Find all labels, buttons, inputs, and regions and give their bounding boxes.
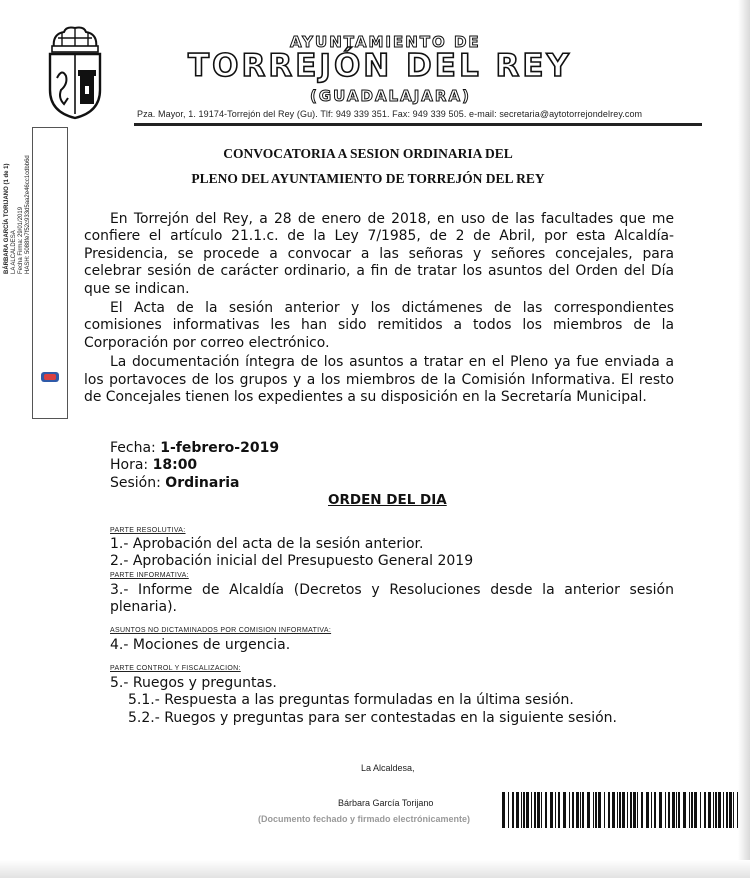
- barcode-icon: [500, 792, 750, 828]
- header-town-name: TORREJÓN DEL REY: [188, 48, 572, 84]
- signature-stamp-text: [4, 14, 32, 274]
- agenda-item: 1.- Aprobación del acta de la sesión anterior.: [110, 536, 424, 552]
- header-province: (GUADALAJARA): [310, 87, 471, 105]
- entity-logo-icon: [41, 371, 59, 383]
- meeting-session-value: Ordinaria: [165, 475, 240, 491]
- section-label: PARTE RESOLUTIVA:: [110, 527, 186, 534]
- header-address: Pza. Mayor, 1. 19174-Torrejón del Rey (Gu). Tlf: 949 339 351. Fax: 949 339 505. e-mail: secretaria@aytotorrejondelrey.com: [137, 109, 643, 119]
- coat-of-arms-icon: [44, 26, 106, 120]
- page-edge-shadow: [738, 0, 750, 878]
- agenda-heading: ORDEN DEL DIA: [328, 492, 447, 508]
- meeting-time-label: Hora:: [110, 457, 153, 473]
- document-title-line1: CONVOCATORIA A SESION ORDINARIA DEL: [223, 146, 513, 161]
- stamp-role: LA ALCALDESA: [11, 230, 17, 274]
- stamp-signer: BÁRBARA GARCÍA TORIJANO (1 de 1): [4, 163, 10, 274]
- meeting-date-label: Fecha:: [110, 440, 161, 456]
- stamp-hash: HASH: 5088fe7f52c933d5aa2e46cc1cdbb6d: [25, 155, 31, 274]
- document-title-line2: PLENO DEL AYUNTAMIENTO DE TORREJÓN DEL REY: [191, 171, 545, 186]
- agenda-item: 5.- Ruegos y preguntas.: [110, 675, 277, 691]
- paragraph: En Torrejón del Rey, a 28 de enero de 2018, en uso de las facultades que me confiere el artículo 21.1.c. de la Ley 7/1985, de 2 de Abril, por esta Alcaldía-Presidencia, se procede a convocar a las señoras y señores concejales, para celebrar sesión de carácter ordinario, a fin de tratar los asuntos del Orden del Día que se indican.: [84, 211, 674, 297]
- paragraph: La documentación íntegra de los asuntos a tratar en el Pleno ya fue enviada a los portavoces de los grupos y a los miembros de la Comisión Informativa. El resto de Concejales tienen los expedientes a su disposición en la Secretaría Municipal.: [84, 354, 674, 406]
- meeting-time-value: 18:00: [152, 457, 198, 473]
- header-ayuntamiento: AYUNTAMIENTO DE: [290, 33, 481, 51]
- meeting-date-value: 1-febrero-2019: [160, 440, 280, 456]
- stamp-date: Fecha Firma: 29/01/2019: [18, 206, 24, 274]
- section-label: PARTE CONTROL Y FISCALIZACION:: [110, 665, 241, 672]
- agenda-item: 2.- Aprobación inicial del Presupuesto General 2019: [110, 553, 474, 569]
- agenda-subitem: 5.2.- Ruegos y preguntas para ser contestadas en la siguiente sesión.: [128, 710, 618, 726]
- meeting-date: [110, 440, 279, 456]
- agenda-item: 4.- Mociones de urgencia.: [110, 637, 291, 653]
- meeting-session: [110, 475, 240, 491]
- paragraph: El Acta de la sesión anterior y los dictámenes de las correspondientes comisiones informativas les han sido remitidos a todos los miembros de la Corporación por correo electrónico.: [84, 300, 674, 351]
- meeting-session-label: Sesión:: [110, 475, 166, 491]
- agenda-subitem: 5.1.- Respuesta a las preguntas formuladas en la última sesión.: [128, 692, 574, 708]
- section-label: PARTE INFORMATIVA:: [110, 572, 189, 579]
- meeting-time: [110, 457, 197, 473]
- page-bottom-shadow: [0, 860, 750, 878]
- signature-name: Bárbara García Torijano: [338, 798, 434, 808]
- signature-role: La Alcaldesa,: [361, 763, 415, 773]
- header-divider: [134, 123, 702, 126]
- agenda-item: 3.- Informe de Alcaldía (Decretos y Resoluciones desde la anterior sesión plenaria).: [110, 582, 674, 616]
- body-text: [84, 211, 674, 406]
- section-label: ASUNTOS NO DICTAMINADOS POR COMISION INFORMATIVA:: [110, 627, 332, 634]
- signature-note: (Documento fechado y firmado electrónicamente): [258, 814, 471, 824]
